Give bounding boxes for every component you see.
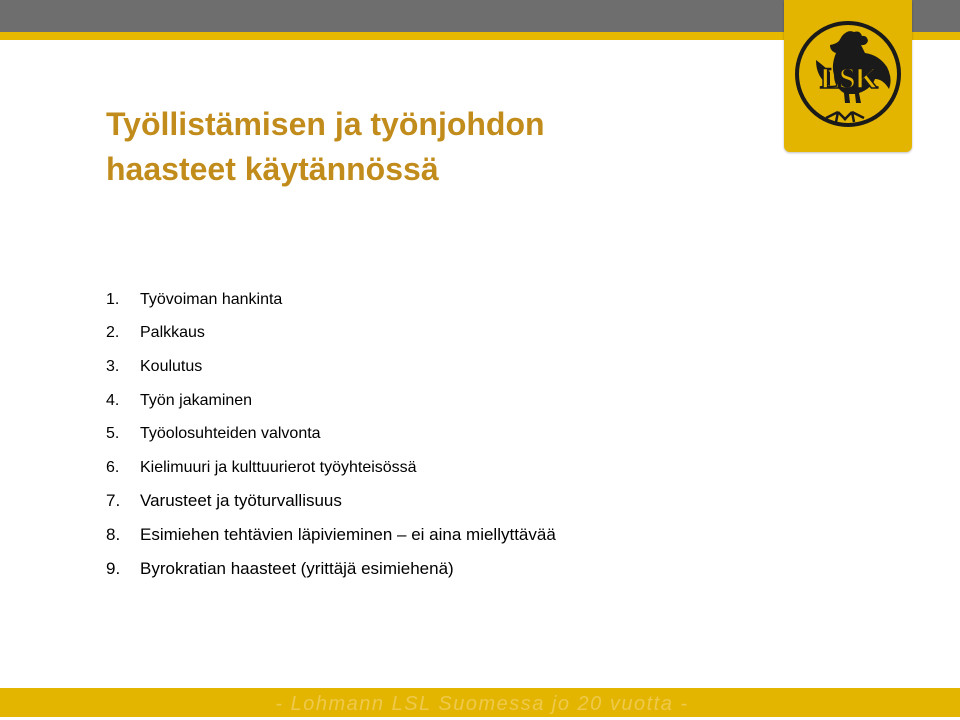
list-item-number: 1. xyxy=(106,290,120,308)
footer-tagline: - Lohmann LSL Suomessa jo 20 vuotta - xyxy=(275,693,689,715)
list-item-number: 4. xyxy=(106,391,120,409)
list-item xyxy=(106,384,746,418)
slide-title-line-2: haasteet käytännössä xyxy=(106,151,439,187)
bullet-list xyxy=(106,283,746,585)
list-item xyxy=(106,417,746,451)
list-item xyxy=(106,350,746,384)
list-item xyxy=(106,552,746,586)
slide-title-line-1: Työllistämisen ja työnjohdon xyxy=(106,106,545,142)
list-item-number: 8. xyxy=(106,524,121,544)
list-item xyxy=(106,317,746,351)
list-item-text: Työn jakaminen xyxy=(140,391,253,409)
list-item-number: 9. xyxy=(106,558,121,578)
list-item-text: Työolosuhteiden valvonta xyxy=(140,425,321,443)
list-item-text: Kielimuuri ja kulttuurierot työyhteisössä xyxy=(140,458,417,476)
list-item-number: 3. xyxy=(106,357,120,375)
list-item xyxy=(106,283,746,317)
list-item xyxy=(106,451,746,485)
list-item-text: Palkkaus xyxy=(140,324,205,342)
list-item-number: 7. xyxy=(106,491,121,511)
list-item-number: 2. xyxy=(106,324,120,342)
logo-text: LSK xyxy=(820,62,878,95)
list-item-text: Esimiehen tehtävien läpivieminen – ei aina miellyttävää xyxy=(140,524,556,544)
list-item-number: 5. xyxy=(106,425,120,443)
logo-badge xyxy=(784,0,912,152)
list-item-number: 6. xyxy=(106,458,120,476)
slide-title xyxy=(106,102,746,192)
list-item-text: Koulutus xyxy=(140,357,203,375)
list-item-text: Varusteet ja työturvallisuus xyxy=(140,491,342,511)
list-item xyxy=(106,485,746,519)
list-item xyxy=(106,518,746,552)
list-item-text: Työvoiman hankinta xyxy=(140,290,283,308)
list-item-text: Byrokratian haasteet (yrittäjä esimiehenä) xyxy=(140,558,454,578)
